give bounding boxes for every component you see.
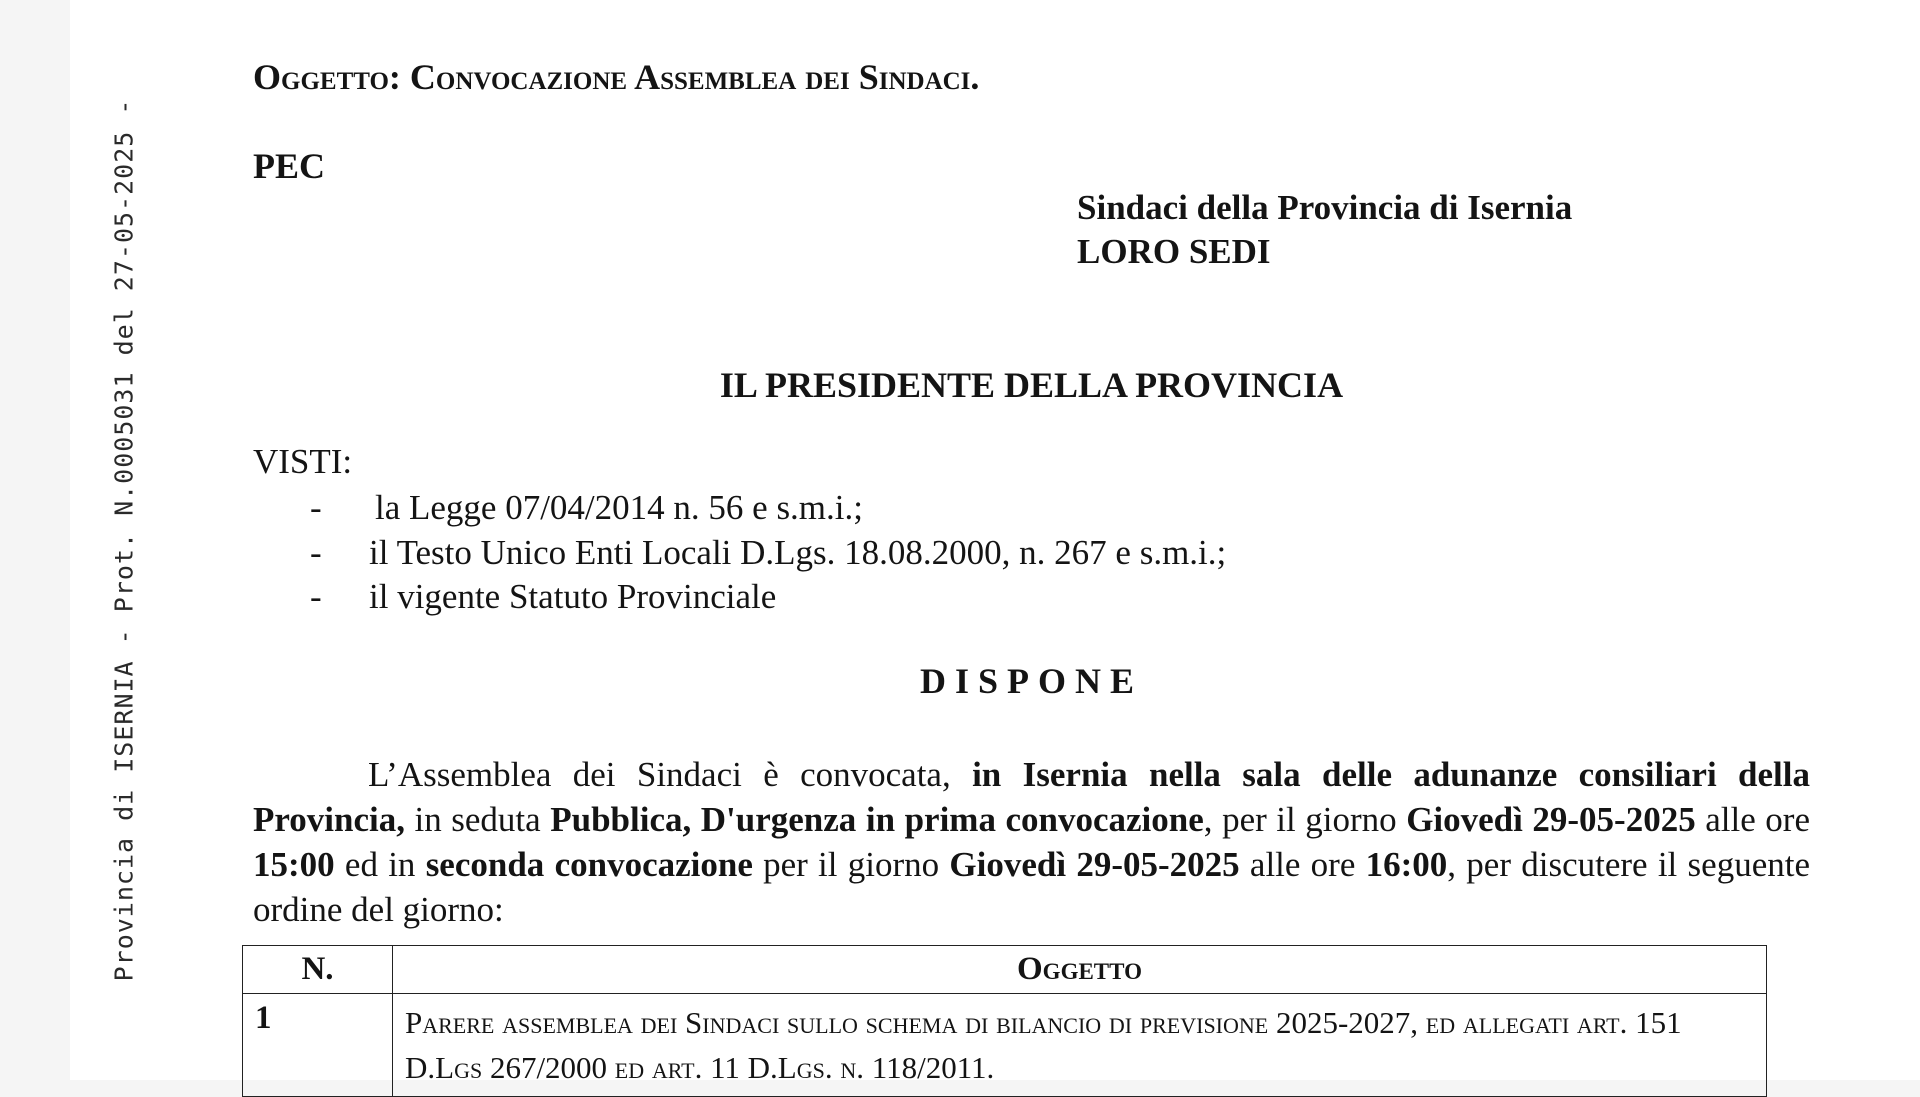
para-bold: 16:00 [1365, 845, 1448, 884]
protocol-stamp: Provincia di ISERNIA - Prot. N.0005031 del 27-05-2025 - [109, 98, 139, 982]
visti-item-text: il Testo Unico Enti Locali D.Lgs. 18.08.2000, n. 267 e s.m.i.; [369, 532, 1227, 572]
para-text: in seduta [404, 800, 551, 839]
para-bold: Pubblica, D'urgenza in prima convocazione [550, 800, 1204, 839]
convocation-paragraph [253, 752, 1810, 932]
para-bold: 15:00 [253, 845, 335, 884]
para-bold: Giovedì 29-05-2025 [1406, 800, 1696, 839]
bullet-dash: - [310, 532, 322, 572]
addressee-block [1077, 186, 1572, 274]
para-text: per il giorno [752, 845, 950, 884]
table-header-row [243, 946, 1767, 994]
table-row [243, 994, 1767, 1097]
addressee-line-2: LORO SEDI [1077, 232, 1271, 271]
addressee-line-1: Sindaci della Provincia di Isernia [1077, 188, 1573, 227]
column-header-subject: Oggetto [393, 946, 1767, 994]
visti-item-text: il vigente Statuto Provinciale [369, 577, 777, 616]
agenda-table [242, 945, 1767, 1097]
bullet-dash: - [310, 577, 322, 616]
bullet-dash: - [310, 488, 322, 527]
visti-label: VISTI: [253, 442, 353, 481]
visti-item-text: la Legge 07/04/2014 n. 56 e s.m.i.; [375, 488, 863, 527]
para-bold: in Isernia nella sala delle adunanze consiliari della Provincia, [253, 755, 1810, 839]
para-text: ed in [334, 845, 426, 884]
column-header-number: N. [243, 946, 393, 994]
pec-label: PEC [253, 146, 325, 186]
agenda-item-text: Parere assemblea dei Sindaci sullo schema di bilancio di previsione 2025-2027, ed allegati art. 151 D.Lgs 267/2000 ed art. 11 D.Lgs. n. 118/2011. [393, 994, 1767, 1097]
para-bold: Giovedì 29-05-2025 [949, 845, 1240, 884]
para-text: , per discutere il seguente ordine del giorno: [253, 845, 1810, 929]
para-bold: seconda convocazione [425, 845, 753, 884]
subject-line: Oggetto: Convocazione Assemblea dei Sindaci. [253, 57, 980, 97]
para-text: L’Assemblea dei Sindaci è convocata, [368, 755, 973, 794]
para-text: alle ore [1695, 800, 1810, 839]
agenda-item-number: 1 [243, 994, 393, 1097]
para-text: alle ore [1239, 845, 1366, 884]
president-heading: IL PRESIDENTE DELLA PROVINCIA [719, 365, 1344, 405]
dispone-heading: DISPONE [919, 661, 1144, 701]
para-text: , per il giorno [1203, 800, 1407, 839]
